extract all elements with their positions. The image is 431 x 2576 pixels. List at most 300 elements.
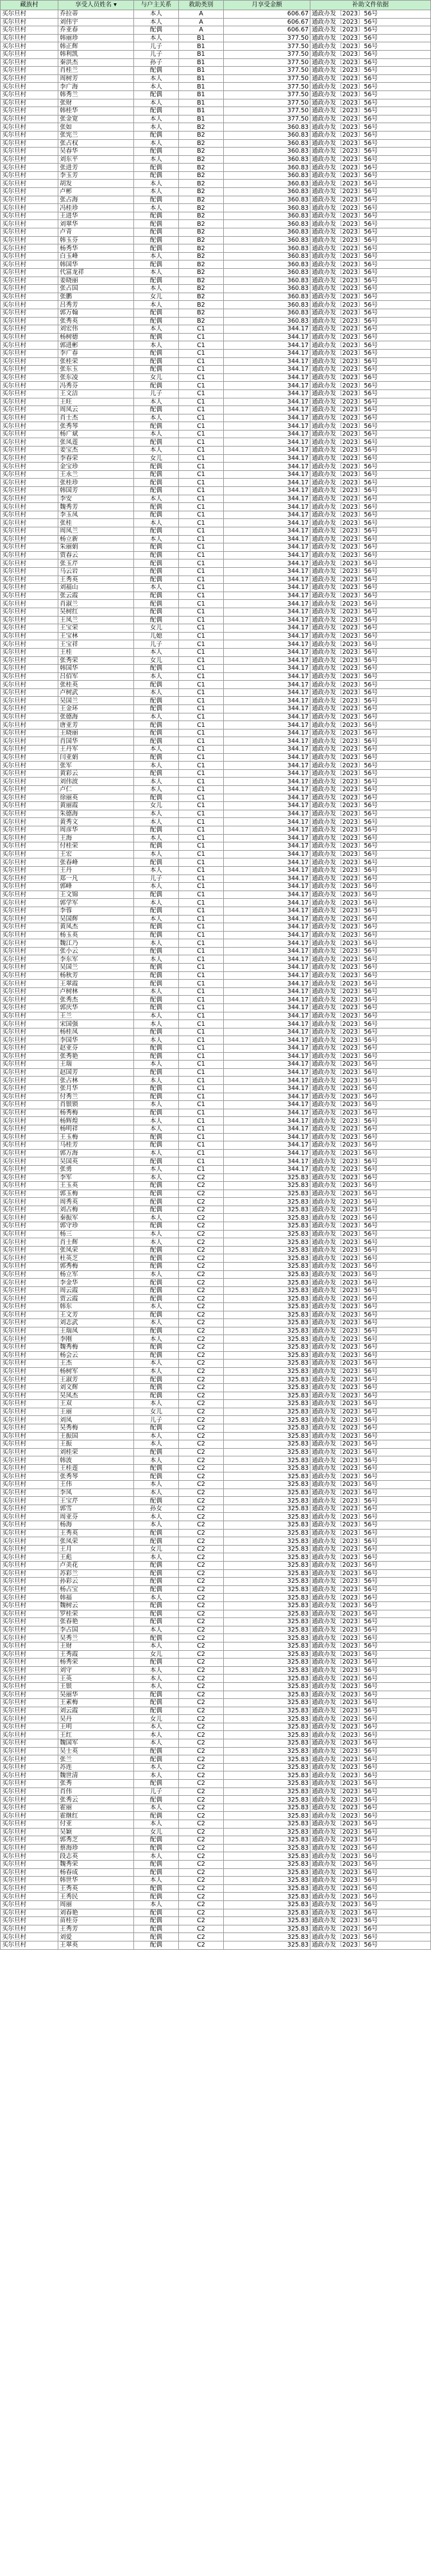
cell-name[interactable]: 刘东平 — [58, 155, 134, 164]
cell-category[interactable]: C2 — [178, 1659, 223, 1667]
cell-relation[interactable]: 配偶 — [133, 681, 178, 689]
cell-basis[interactable]: 通政办发〔2023〕56号 — [310, 1432, 431, 1440]
cell-amount[interactable]: 344.17 — [223, 1157, 310, 1166]
table-row[interactable] — [1, 987, 431, 996]
cell-village[interactable]: 买尔旦村 — [1, 1408, 58, 1416]
cell-basis[interactable]: 通政办发〔2023〕56号 — [310, 463, 431, 471]
cell-basis[interactable]: 通政办发〔2023〕56号 — [310, 1464, 431, 1472]
cell-category[interactable]: C2 — [178, 1763, 223, 1771]
cell-village[interactable]: 买尔旦村 — [1, 834, 58, 842]
cell-relation[interactable]: 配偶 — [133, 1601, 178, 1610]
cell-village[interactable]: 买尔旦村 — [1, 955, 58, 964]
cell-category[interactable]: B2 — [178, 269, 223, 277]
table-row[interactable] — [1, 1497, 431, 1505]
cell-village[interactable]: 买尔旦村 — [1, 1787, 58, 1796]
table-row[interactable] — [1, 1731, 431, 1739]
cell-basis[interactable]: 通政办发〔2023〕56号 — [310, 1061, 431, 1069]
table-row[interactable] — [1, 616, 431, 624]
cell-village[interactable]: 买尔旦村 — [1, 1206, 58, 1214]
cell-basis[interactable]: 通政办发〔2023〕56号 — [310, 1659, 431, 1667]
cell-village[interactable]: 买尔旦村 — [1, 592, 58, 600]
cell-basis[interactable]: 通政办发〔2023〕56号 — [310, 1650, 431, 1659]
cell-relation[interactable]: 配偶 — [133, 1246, 178, 1254]
cell-name[interactable]: 肖士辉 — [58, 1238, 134, 1247]
table-row[interactable] — [1, 389, 431, 398]
cell-village[interactable]: 买尔旦村 — [1, 1012, 58, 1020]
cell-village[interactable]: 买尔旦村 — [1, 721, 58, 729]
cell-category[interactable]: C1 — [178, 1149, 223, 1157]
cell-basis[interactable]: 通政办发〔2023〕56号 — [310, 1812, 431, 1820]
cell-relation[interactable]: 配偶 — [133, 1311, 178, 1319]
cell-name[interactable]: 张凤莲 — [58, 438, 134, 447]
cell-amount[interactable]: 344.17 — [223, 1125, 310, 1133]
cell-amount[interactable]: 325.83 — [223, 1505, 310, 1513]
cell-village[interactable]: 买尔旦村 — [1, 656, 58, 665]
cell-category[interactable]: C2 — [178, 1682, 223, 1691]
cell-category[interactable]: C1 — [178, 519, 223, 527]
table-row[interactable] — [1, 1626, 431, 1634]
table-row[interactable] — [1, 1093, 431, 1101]
table-row[interactable] — [1, 1383, 431, 1392]
cell-relation[interactable]: 本人 — [133, 204, 178, 212]
cell-name[interactable]: 吴秀兰 — [58, 1634, 134, 1642]
cell-name[interactable]: 王海 — [58, 834, 134, 842]
cell-category[interactable]: C1 — [178, 713, 223, 721]
cell-amount[interactable]: 325.83 — [223, 1610, 310, 1618]
table-row[interactable] — [1, 220, 431, 228]
cell-relation[interactable]: 配偶 — [133, 1222, 178, 1231]
cell-category[interactable]: C2 — [178, 1383, 223, 1392]
cell-relation[interactable]: 本人 — [133, 834, 178, 842]
cell-amount[interactable]: 344.17 — [223, 964, 310, 972]
cell-category[interactable]: B2 — [178, 220, 223, 228]
cell-village[interactable]: 买尔旦村 — [1, 1084, 58, 1093]
cell-name[interactable]: 卢树林 — [58, 987, 134, 996]
cell-name[interactable]: 王宝芹 — [58, 1497, 134, 1505]
cell-category[interactable]: B1 — [178, 42, 223, 51]
cell-amount[interactable]: 325.83 — [223, 1933, 310, 1941]
cell-category[interactable]: C2 — [178, 1254, 223, 1263]
table-row[interactable] — [1, 1796, 431, 1804]
cell-category[interactable]: C1 — [178, 551, 223, 559]
cell-name[interactable]: 王兰 — [58, 1012, 134, 1020]
cell-basis[interactable]: 通政办发〔2023〕56号 — [310, 543, 431, 552]
cell-amount[interactable]: 344.17 — [223, 947, 310, 955]
cell-name[interactable]: 韩福 — [58, 1594, 134, 1602]
cell-name[interactable]: 韩秀兰 — [58, 90, 134, 99]
cell-basis[interactable]: 通政办发〔2023〕56号 — [310, 1747, 431, 1755]
cell-village[interactable]: 买尔旦村 — [1, 67, 58, 75]
cell-basis[interactable]: 通政办发〔2023〕56号 — [310, 1771, 431, 1780]
cell-amount[interactable]: 360.83 — [223, 252, 310, 260]
cell-category[interactable]: C1 — [178, 1020, 223, 1028]
cell-category[interactable]: C1 — [178, 398, 223, 406]
cell-amount[interactable]: 344.17 — [223, 495, 310, 503]
cell-village[interactable]: 买尔旦村 — [1, 301, 58, 309]
cell-amount[interactable]: 325.83 — [223, 1319, 310, 1327]
table-row[interactable] — [1, 1077, 431, 1085]
cell-village[interactable]: 买尔旦村 — [1, 42, 58, 51]
cell-village[interactable]: 买尔旦村 — [1, 883, 58, 891]
cell-basis[interactable]: 通政办发〔2023〕56号 — [310, 1900, 431, 1909]
cell-village[interactable]: 买尔旦村 — [1, 1157, 58, 1166]
cell-name[interactable]: 马桂芳 — [58, 1141, 134, 1150]
cell-relation[interactable]: 配偶 — [133, 1206, 178, 1214]
cell-name[interactable]: 周丽 — [58, 1900, 134, 1909]
cell-category[interactable]: C1 — [178, 947, 223, 955]
cell-name[interactable]: 张占海 — [58, 196, 134, 204]
cell-relation[interactable]: 配偶 — [133, 1133, 178, 1141]
cell-amount[interactable]: 344.17 — [223, 616, 310, 624]
cell-category[interactable]: C2 — [178, 1739, 223, 1748]
cell-basis[interactable]: 通政办发〔2023〕56号 — [310, 939, 431, 948]
cell-amount[interactable]: 344.17 — [223, 325, 310, 334]
cell-village[interactable]: 买尔旦村 — [1, 1052, 58, 1061]
cell-amount[interactable]: 344.17 — [223, 971, 310, 980]
cell-category[interactable]: C2 — [178, 1893, 223, 1901]
cell-village[interactable]: 买尔旦村 — [1, 1141, 58, 1150]
table-row[interactable] — [1, 713, 431, 721]
cell-basis[interactable]: 通政办发〔2023〕56号 — [310, 204, 431, 212]
cell-category[interactable]: C1 — [178, 1012, 223, 1020]
cell-category[interactable]: C1 — [178, 753, 223, 762]
cell-name[interactable]: 王丹 — [58, 866, 134, 874]
cell-category[interactable]: C2 — [178, 1537, 223, 1546]
cell-amount[interactable]: 344.17 — [223, 753, 310, 762]
cell-amount[interactable]: 325.83 — [223, 1691, 310, 1699]
cell-name[interactable]: 韩东 — [58, 1303, 134, 1311]
cell-name[interactable]: 冯秀芬 — [58, 382, 134, 390]
cell-village[interactable]: 买尔旦村 — [1, 866, 58, 874]
cell-relation[interactable]: 女儿 — [133, 1650, 178, 1659]
cell-relation[interactable]: 本人 — [133, 1739, 178, 1748]
cell-basis[interactable]: 通政办发〔2023〕56号 — [310, 947, 431, 955]
cell-name[interactable]: 杨会云 — [58, 1351, 134, 1360]
cell-name[interactable]: 王秀英 — [58, 576, 134, 584]
cell-relation[interactable]: 本人 — [133, 1682, 178, 1691]
cell-name[interactable]: 杨秀荣 — [58, 1659, 134, 1667]
cell-category[interactable]: B2 — [178, 171, 223, 180]
cell-amount[interactable]: 344.17 — [223, 705, 310, 713]
cell-basis[interactable]: 通政办发〔2023〕56号 — [310, 1553, 431, 1562]
cell-basis[interactable]: 通政办发〔2023〕56号 — [310, 1537, 431, 1546]
cell-amount[interactable]: 360.83 — [223, 123, 310, 132]
cell-relation[interactable]: 配偶 — [133, 171, 178, 180]
cell-name[interactable]: 王玉梅 — [58, 1133, 134, 1141]
table-row[interactable] — [1, 1812, 431, 1820]
cell-village[interactable]: 买尔旦村 — [1, 1230, 58, 1238]
table-row[interactable] — [1, 1933, 431, 1941]
table-row[interactable] — [1, 42, 431, 51]
cell-relation[interactable]: 本人 — [133, 269, 178, 277]
cell-amount[interactable]: 344.17 — [223, 1036, 310, 1045]
cell-amount[interactable]: 325.83 — [223, 1763, 310, 1771]
cell-village[interactable]: 买尔旦村 — [1, 769, 58, 778]
cell-relation[interactable]: 本人 — [133, 746, 178, 754]
cell-category[interactable]: C2 — [178, 1796, 223, 1804]
cell-name[interactable]: 肖银锁 — [58, 1101, 134, 1109]
table-row[interactable] — [1, 874, 431, 883]
cell-village[interactable]: 买尔旦村 — [1, 1004, 58, 1012]
table-row[interactable] — [1, 1691, 431, 1699]
table-row[interactable] — [1, 1238, 431, 1247]
cell-relation[interactable]: 配偶 — [133, 1472, 178, 1481]
cell-name[interactable]: 李春荣 — [58, 454, 134, 463]
cell-village[interactable]: 买尔旦村 — [1, 1860, 58, 1868]
cell-relation[interactable]: 女儿 — [133, 1545, 178, 1553]
cell-basis[interactable]: 通政办发〔2023〕56号 — [310, 333, 431, 341]
table-row[interactable] — [1, 1408, 431, 1416]
cell-amount[interactable]: 325.83 — [223, 1553, 310, 1562]
cell-name[interactable]: 杨立新 — [58, 535, 134, 543]
cell-name[interactable]: 张勇 — [58, 1165, 134, 1173]
cell-amount[interactable]: 344.17 — [223, 341, 310, 350]
cell-basis[interactable]: 通政办发〔2023〕56号 — [310, 1190, 431, 1198]
cell-relation[interactable]: 配偶 — [133, 317, 178, 325]
table-row[interactable] — [1, 1416, 431, 1424]
cell-name[interactable]: 吴秀梅 — [58, 1424, 134, 1432]
cell-amount[interactable]: 344.17 — [223, 899, 310, 907]
cell-basis[interactable]: 通政办发〔2023〕56号 — [310, 891, 431, 899]
cell-village[interactable]: 买尔旦村 — [1, 438, 58, 447]
cell-basis[interactable]: 通政办发〔2023〕56号 — [310, 1077, 431, 1085]
cell-basis[interactable]: 通政办发〔2023〕56号 — [310, 252, 431, 260]
table-row[interactable] — [1, 1440, 431, 1449]
cell-name[interactable]: 魏世清 — [58, 1771, 134, 1780]
table-row[interactable] — [1, 1263, 431, 1271]
table-row[interactable] — [1, 438, 431, 447]
cell-basis[interactable]: 通政办发〔2023〕56号 — [310, 842, 431, 851]
cell-relation[interactable]: 女儿 — [133, 656, 178, 665]
table-row[interactable] — [1, 1028, 431, 1036]
cell-village[interactable]: 买尔旦村 — [1, 180, 58, 188]
cell-relation[interactable]: 配偶 — [133, 366, 178, 374]
cell-name[interactable]: 苗桂芬 — [58, 1917, 134, 1925]
cell-name[interactable]: 张桂荣 — [58, 357, 134, 366]
cell-relation[interactable]: 配偶 — [133, 1028, 178, 1036]
table-row[interactable] — [1, 834, 431, 842]
cell-village[interactable]: 买尔旦村 — [1, 1456, 58, 1465]
cell-village[interactable]: 买尔旦村 — [1, 1133, 58, 1141]
cell-basis[interactable]: 通政办发〔2023〕56号 — [310, 1884, 431, 1893]
cell-name[interactable]: 张秀杰 — [58, 996, 134, 1004]
table-row[interactable] — [1, 1456, 431, 1465]
cell-village[interactable]: 买尔旦村 — [1, 1238, 58, 1247]
cell-category[interactable]: C2 — [178, 1416, 223, 1424]
cell-village[interactable]: 买尔旦村 — [1, 1763, 58, 1771]
cell-village[interactable]: 买尔旦村 — [1, 1149, 58, 1157]
cell-amount[interactable]: 606.67 — [223, 26, 310, 35]
table-row[interactable] — [1, 1545, 431, 1553]
cell-name[interactable]: 王明 — [58, 1723, 134, 1731]
cell-category[interactable]: C2 — [178, 1424, 223, 1432]
table-row[interactable] — [1, 818, 431, 826]
table-row[interactable] — [1, 406, 431, 414]
cell-category[interactable]: C2 — [178, 1642, 223, 1650]
cell-name[interactable]: 付桂荣 — [58, 842, 134, 851]
cell-amount[interactable]: 360.83 — [223, 228, 310, 237]
cell-village[interactable]: 买尔旦村 — [1, 1101, 58, 1109]
cell-amount[interactable]: 344.17 — [223, 907, 310, 915]
cell-basis[interactable]: 通政办发〔2023〕56号 — [310, 269, 431, 277]
cell-relation[interactable]: 本人 — [133, 1456, 178, 1465]
cell-amount[interactable]: 377.50 — [223, 42, 310, 51]
cell-village[interactable]: 买尔旦村 — [1, 1844, 58, 1852]
cell-relation[interactable]: 本人 — [133, 810, 178, 818]
table-row[interactable] — [1, 1666, 431, 1675]
cell-basis[interactable]: 通政办发〔2023〕56号 — [310, 778, 431, 786]
cell-relation[interactable]: 配偶 — [133, 1537, 178, 1546]
table-row[interactable] — [1, 1360, 431, 1368]
cell-village[interactable]: 买尔旦村 — [1, 688, 58, 697]
cell-amount[interactable]: 344.17 — [223, 406, 310, 414]
cell-name[interactable]: 吴丹 — [58, 1715, 134, 1723]
cell-relation[interactable]: 女儿 — [133, 1408, 178, 1416]
table-row[interactable] — [1, 1594, 431, 1602]
cell-name[interactable]: 段志英 — [58, 1852, 134, 1861]
cell-category[interactable]: C1 — [178, 729, 223, 737]
cell-relation[interactable]: 本人 — [133, 519, 178, 527]
table-row[interactable] — [1, 67, 431, 75]
table-row[interactable] — [1, 18, 431, 26]
cell-name[interactable]: 刘伟波 — [58, 778, 134, 786]
cell-village[interactable]: 买尔旦村 — [1, 503, 58, 511]
table-row[interactable] — [1, 802, 431, 810]
cell-amount[interactable]: 325.83 — [223, 1755, 310, 1764]
table-row[interactable] — [1, 1254, 431, 1263]
table-row[interactable] — [1, 681, 431, 689]
cell-basis[interactable]: 通政办发〔2023〕56号 — [310, 1836, 431, 1845]
table-row[interactable] — [1, 1909, 431, 1917]
cell-category[interactable]: C1 — [178, 874, 223, 883]
cell-village[interactable]: 买尔旦村 — [1, 1739, 58, 1748]
cell-category[interactable]: C1 — [178, 511, 223, 519]
cell-amount[interactable]: 344.17 — [223, 786, 310, 794]
cell-amount[interactable]: 606.67 — [223, 18, 310, 26]
cell-category[interactable]: A — [178, 10, 223, 19]
cell-relation[interactable]: 配偶 — [133, 1529, 178, 1537]
cell-category[interactable]: C1 — [178, 923, 223, 932]
cell-relation[interactable]: 配偶 — [133, 842, 178, 851]
table-row[interactable] — [1, 470, 431, 479]
cell-basis[interactable]: 通政办发〔2023〕56号 — [310, 1440, 431, 1449]
cell-relation[interactable]: 配偶 — [133, 487, 178, 495]
table-row[interactable] — [1, 479, 431, 487]
cell-name[interactable]: 卢树武 — [58, 688, 134, 697]
cell-village[interactable]: 买尔旦村 — [1, 1601, 58, 1610]
cell-basis[interactable]: 通政办发〔2023〕56号 — [310, 1238, 431, 1247]
cell-amount[interactable]: 325.83 — [223, 1618, 310, 1626]
cell-basis[interactable]: 通政办发〔2023〕56号 — [310, 1731, 431, 1739]
table-row[interactable] — [1, 1230, 431, 1238]
cell-category[interactable]: C1 — [178, 1036, 223, 1045]
table-row[interactable] — [1, 640, 431, 649]
table-row[interactable] — [1, 74, 431, 83]
cell-name[interactable]: 刘守 — [58, 1666, 134, 1675]
cell-category[interactable]: B2 — [178, 260, 223, 269]
cell-basis[interactable]: 通政办发〔2023〕56号 — [310, 1585, 431, 1594]
cell-amount[interactable]: 344.17 — [223, 1045, 310, 1053]
cell-category[interactable]: C1 — [178, 1117, 223, 1125]
cell-village[interactable]: 买尔旦村 — [1, 713, 58, 721]
cell-category[interactable]: C2 — [178, 1497, 223, 1505]
table-row[interactable] — [1, 164, 431, 172]
table-row[interactable] — [1, 923, 431, 932]
cell-category[interactable]: C1 — [178, 964, 223, 972]
cell-basis[interactable]: 通政办发〔2023〕56号 — [310, 1004, 431, 1012]
cell-amount[interactable]: 344.17 — [223, 769, 310, 778]
cell-basis[interactable]: 通政办发〔2023〕56号 — [310, 672, 431, 681]
cell-category[interactable]: C2 — [178, 1529, 223, 1537]
cell-basis[interactable]: 通政办发〔2023〕56号 — [310, 1804, 431, 1812]
cell-relation[interactable]: 本人 — [133, 1400, 178, 1408]
cell-basis[interactable]: 通政办发〔2023〕56号 — [310, 931, 431, 939]
cell-amount[interactable]: 325.83 — [223, 1884, 310, 1893]
table-row[interactable] — [1, 810, 431, 818]
cell-village[interactable]: 买尔旦村 — [1, 1198, 58, 1206]
cell-village[interactable]: 买尔旦村 — [1, 874, 58, 883]
cell-basis[interactable]: 通政办发〔2023〕56号 — [310, 1270, 431, 1279]
cell-basis[interactable]: 通政办发〔2023〕56号 — [310, 293, 431, 301]
table-row[interactable] — [1, 1513, 431, 1521]
cell-amount[interactable]: 325.83 — [223, 1601, 310, 1610]
table-row[interactable] — [1, 1682, 431, 1691]
cell-basis[interactable]: 通政办发〔2023〕56号 — [310, 1642, 431, 1650]
cell-basis[interactable]: 通政办发〔2023〕56号 — [310, 1925, 431, 1933]
cell-basis[interactable]: 通政办发〔2023〕56号 — [310, 398, 431, 406]
cell-village[interactable]: 买尔旦村 — [1, 1182, 58, 1190]
cell-amount[interactable]: 325.83 — [223, 1230, 310, 1238]
cell-amount[interactable]: 344.17 — [223, 665, 310, 673]
cell-basis[interactable]: 通政办发〔2023〕56号 — [310, 1157, 431, 1166]
cell-amount[interactable]: 325.83 — [223, 1198, 310, 1206]
cell-amount[interactable]: 344.17 — [223, 762, 310, 770]
table-row[interactable] — [1, 1877, 431, 1885]
cell-category[interactable]: C2 — [178, 1812, 223, 1820]
cell-basis[interactable]: 通政办发〔2023〕56号 — [310, 414, 431, 422]
cell-amount[interactable]: 344.17 — [223, 874, 310, 883]
table-row[interactable] — [1, 244, 431, 253]
cell-category[interactable]: C1 — [178, 778, 223, 786]
table-row[interactable] — [1, 511, 431, 519]
cell-village[interactable]: 买尔旦村 — [1, 1311, 58, 1319]
cell-category[interactable]: C1 — [178, 1133, 223, 1141]
table-row[interactable] — [1, 866, 431, 874]
cell-relation[interactable]: 配偶 — [133, 1182, 178, 1190]
cell-amount[interactable]: 325.83 — [223, 1796, 310, 1804]
cell-relation[interactable]: 女儿 — [133, 454, 178, 463]
cell-name[interactable]: 李玉芳 — [58, 171, 134, 180]
cell-relation[interactable]: 本人 — [133, 1061, 178, 1069]
cell-relation[interactable]: 本人 — [133, 1036, 178, 1045]
cell-name[interactable]: 王宝林 — [58, 632, 134, 640]
cell-basis[interactable]: 通政办发〔2023〕56号 — [310, 196, 431, 204]
cell-basis[interactable]: 通政办发〔2023〕56号 — [310, 1488, 431, 1497]
cell-village[interactable]: 买尔旦村 — [1, 543, 58, 552]
cell-basis[interactable]: 通政办发〔2023〕56号 — [310, 1279, 431, 1287]
table-row[interactable] — [1, 1900, 431, 1909]
cell-relation[interactable]: 配偶 — [133, 1691, 178, 1699]
cell-relation[interactable]: 本人 — [133, 987, 178, 996]
cell-amount[interactable]: 344.17 — [223, 349, 310, 357]
cell-basis[interactable]: 通政办发〔2023〕56号 — [310, 810, 431, 818]
cell-relation[interactable]: 配偶 — [133, 1279, 178, 1287]
cell-basis[interactable]: 通政办发〔2023〕56号 — [310, 987, 431, 996]
table-row[interactable] — [1, 1488, 431, 1497]
cell-village[interactable]: 买尔旦村 — [1, 1472, 58, 1481]
cell-category[interactable]: C1 — [178, 665, 223, 673]
cell-basis[interactable]: 通政办发〔2023〕56号 — [310, 1335, 431, 1343]
